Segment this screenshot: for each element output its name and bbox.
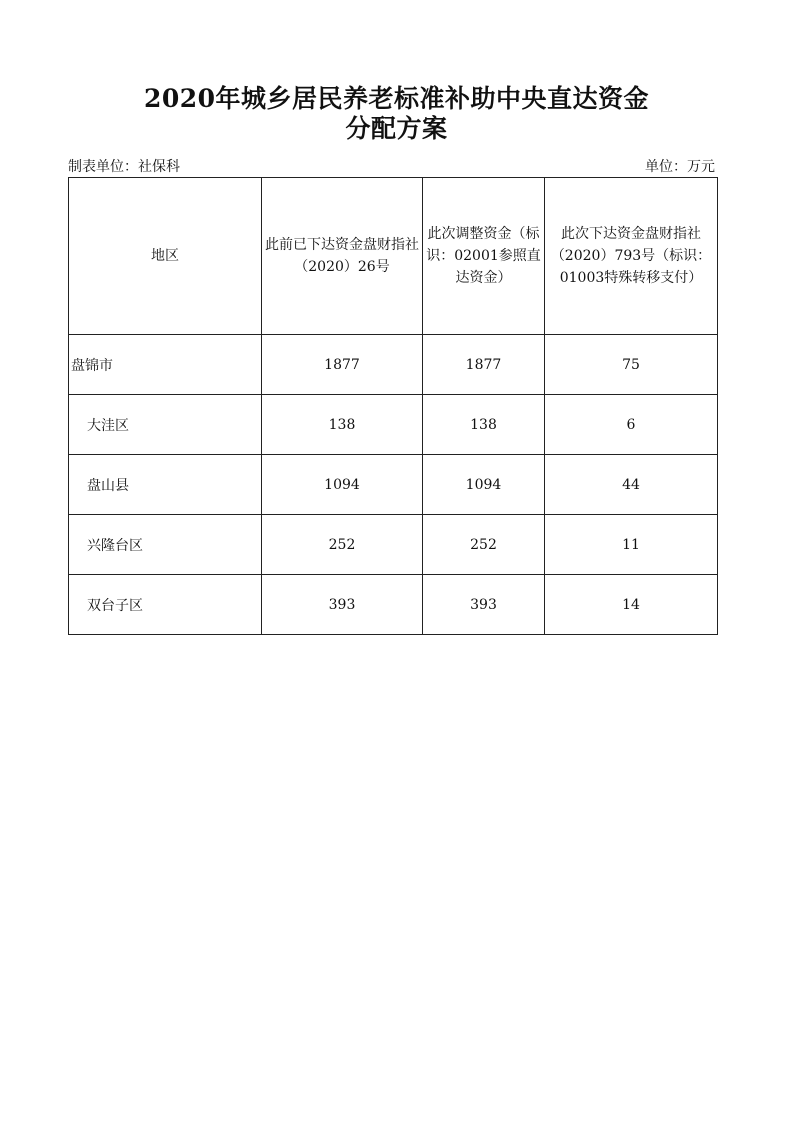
current-funds-value: 11 — [545, 515, 718, 575]
issuing-unit: 制表单位：社保科 — [68, 159, 180, 175]
current-funds-value: 75 — [545, 335, 718, 395]
current-funds-value: 44 — [545, 455, 718, 515]
amount-unit: 单位：万元 — [645, 159, 715, 175]
previous-funds-value: 252 — [262, 515, 423, 575]
current-funds-value: 14 — [545, 575, 718, 635]
document-title — [0, 84, 793, 144]
header-previous-funds: 此前已下达资金盘财指社（2020）26号 — [262, 178, 423, 335]
title-line-1: 2020年城乡居民养老标准补助中央直达资金 — [143, 84, 650, 113]
title-line-2: 分配方案 — [345, 114, 448, 143]
adjusted-funds-value: 1094 — [423, 455, 545, 515]
header-region: 地区 — [69, 178, 262, 335]
adjusted-funds-value: 138 — [423, 395, 545, 455]
region-name: 双台子区 — [69, 575, 262, 635]
adjusted-funds-value: 252 — [423, 515, 545, 575]
previous-funds-value: 1877 — [262, 335, 423, 395]
region-name: 盘锦市 — [69, 335, 262, 395]
adjusted-funds-value: 1877 — [423, 335, 545, 395]
previous-funds-value: 138 — [262, 395, 423, 455]
allocation-table — [68, 177, 718, 635]
table-row — [69, 515, 718, 575]
region-name: 盘山县 — [69, 455, 262, 515]
table-row-total — [69, 335, 718, 395]
table-row — [69, 455, 718, 515]
table-header-row — [69, 178, 718, 335]
table-row — [69, 575, 718, 635]
region-name: 大洼区 — [69, 395, 262, 455]
region-name: 兴隆台区 — [69, 515, 262, 575]
previous-funds-value: 393 — [262, 575, 423, 635]
adjusted-funds-value: 393 — [423, 575, 545, 635]
previous-funds-value: 1094 — [262, 455, 423, 515]
table-row — [69, 395, 718, 455]
header-adjusted-funds: 此次调整资金（标识：02001参照直达资金） — [423, 178, 545, 335]
header-current-funds: 此次下达资金盘财指社（2020）793号（标识：01003特殊转移支付） — [545, 178, 718, 335]
current-funds-value: 6 — [545, 395, 718, 455]
